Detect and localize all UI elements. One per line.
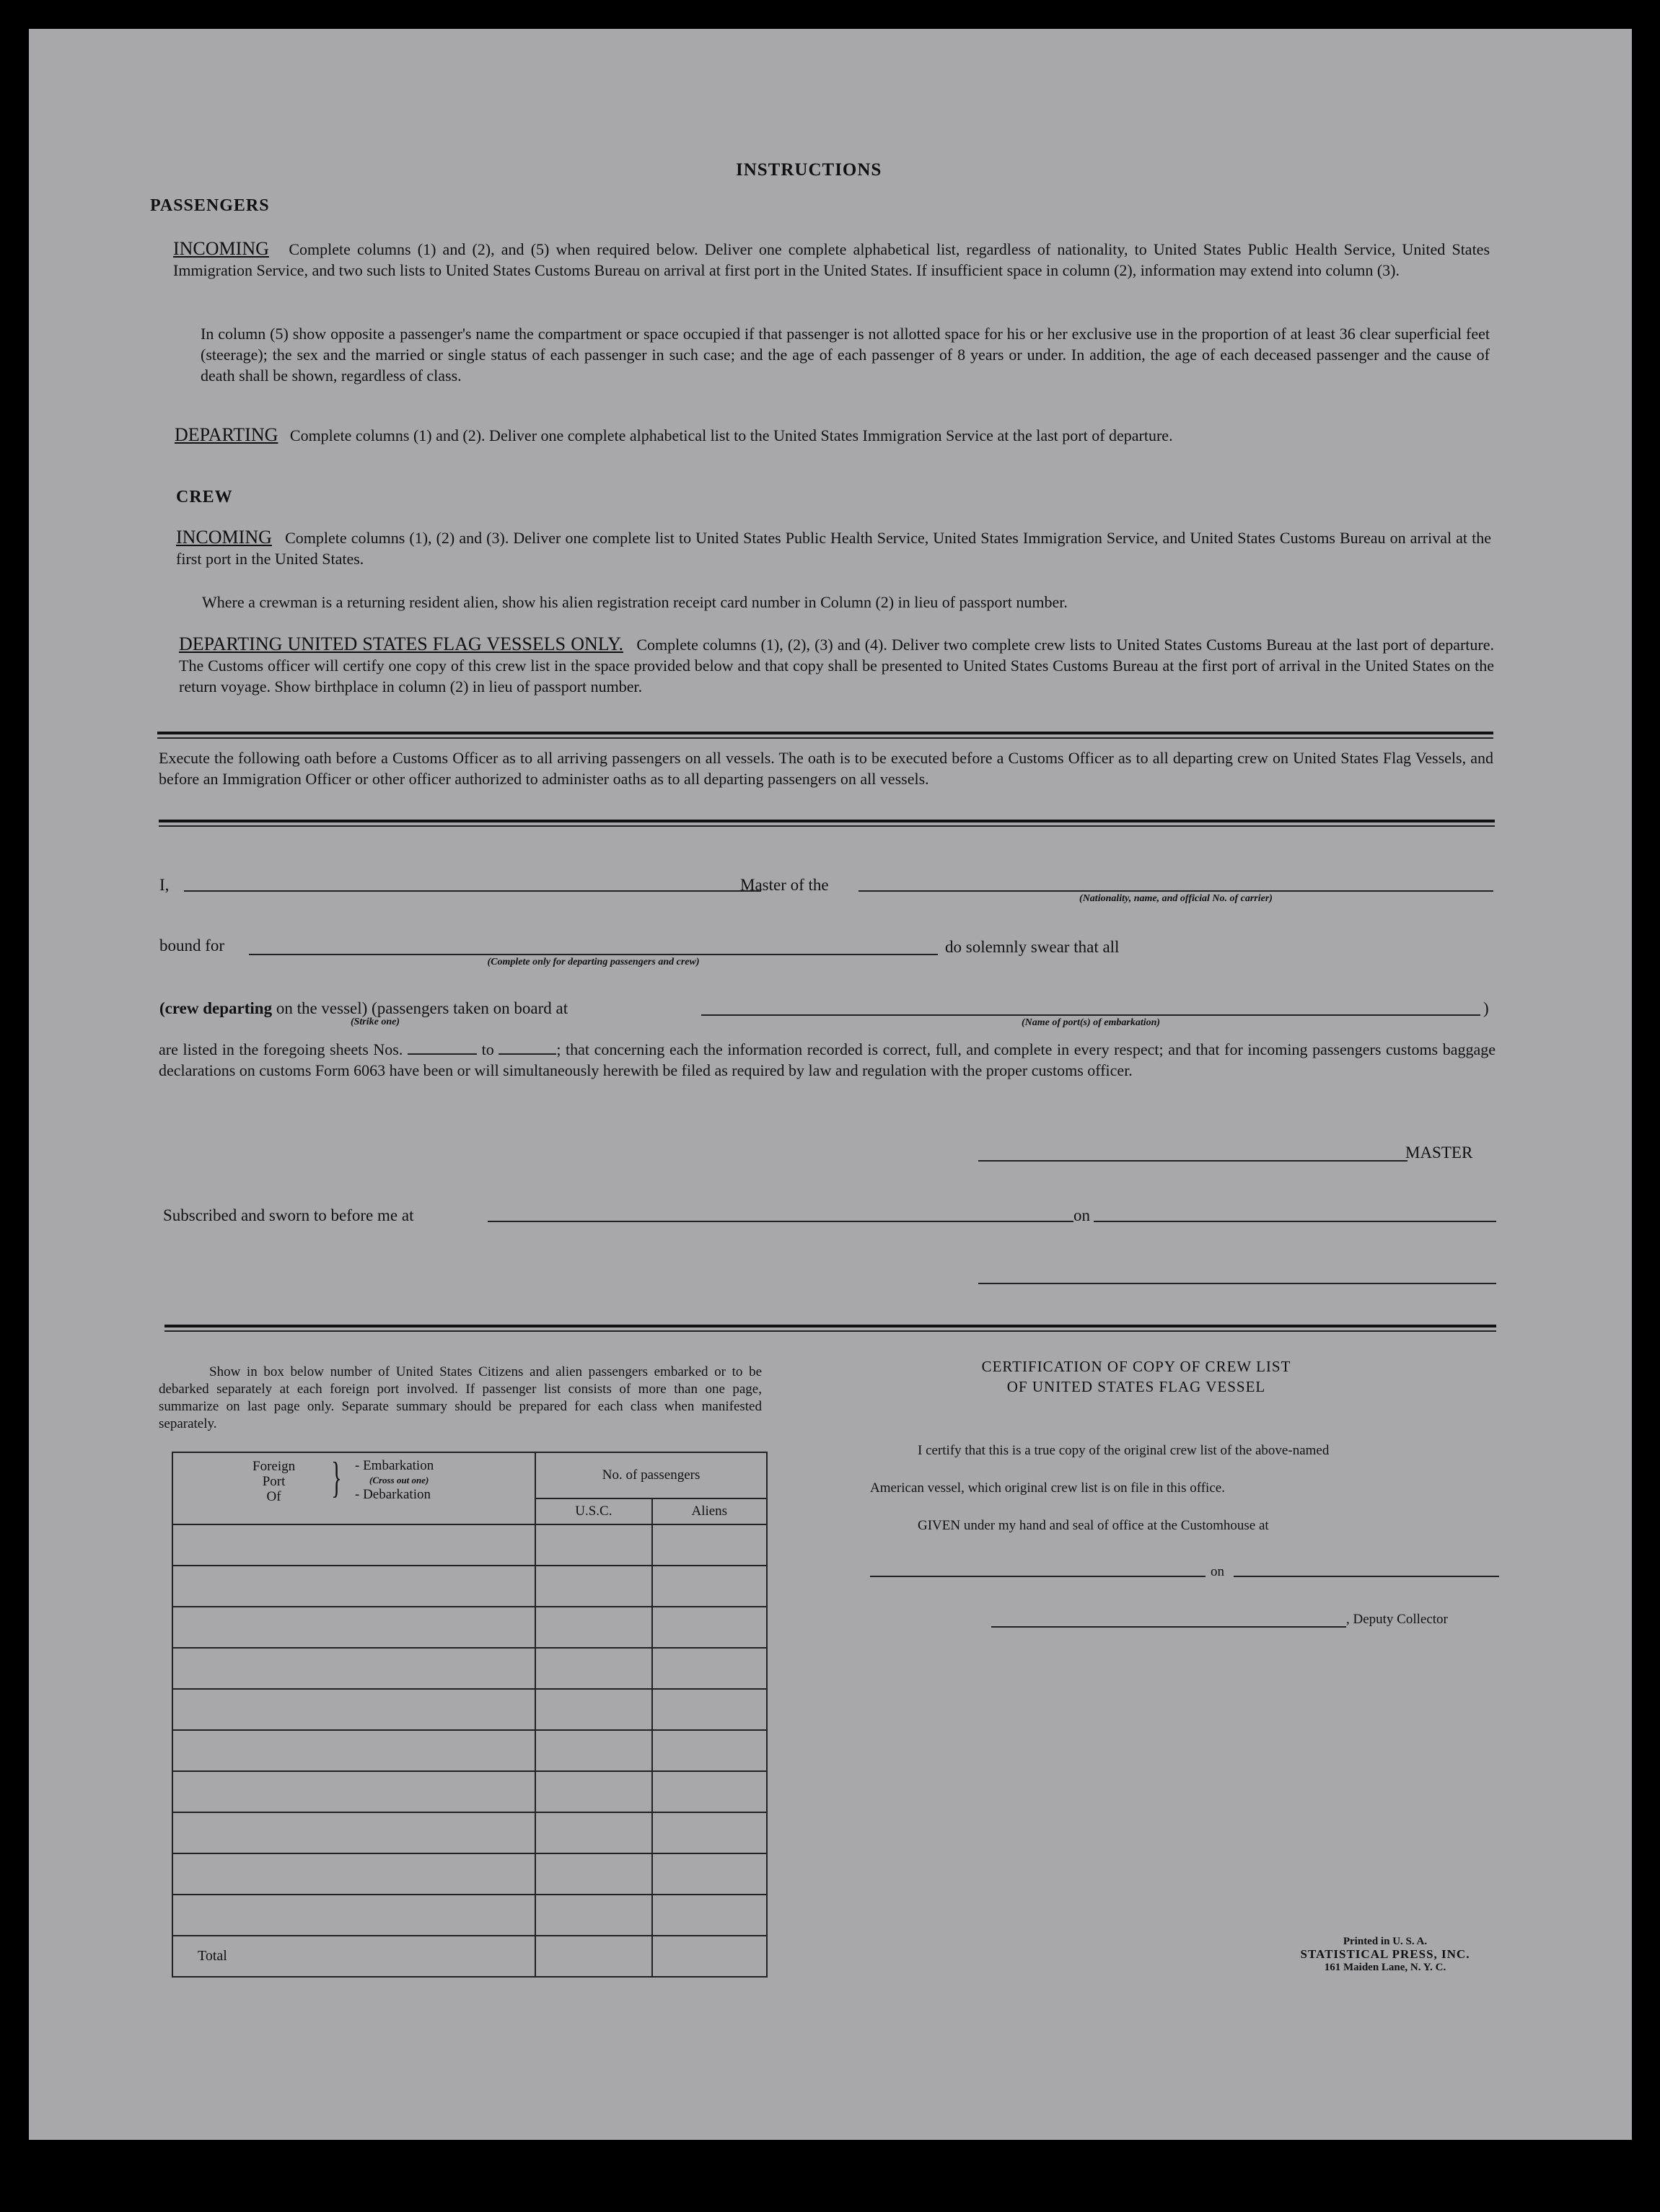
section-divider xyxy=(157,737,1493,739)
oath-intro: Execute the following oath before a Customs Officer as to all arriving passengers on all vessels. The oath is to be executed before a Customs Officer as to all departing crew on United States Flag Vessels, and before an Immigration Officer or other officer authorized to administer oaths as to all departing passengers on all vessels. xyxy=(159,749,1493,788)
ports-of-embarkation-field[interactable] xyxy=(701,1014,1480,1016)
certification-date-field[interactable] xyxy=(1234,1576,1499,1577)
certification-on-label: on xyxy=(1211,1564,1224,1579)
crew-departing-option[interactable]: (crew departing xyxy=(159,999,273,1017)
ports-caption: (Name of port(s) of embarkation) xyxy=(1021,1017,1161,1028)
master-name-field[interactable] xyxy=(184,890,761,892)
carrier-field[interactable] xyxy=(858,890,1493,892)
bound-for-field[interactable] xyxy=(249,954,938,955)
master-label: MASTER xyxy=(1405,1144,1473,1162)
aliens-header: Aliens xyxy=(652,1498,767,1524)
table-row xyxy=(172,1524,767,1566)
swear-text: do solemnly swear that all xyxy=(945,938,1120,956)
sheet-to-field[interactable] xyxy=(499,1040,556,1055)
column5-paragraph: In column (5) show opposite a passenger's name the compartment or space occupied if that passenger is not allotted space for his or her exclusive use in the proportion of at least 36 clear superficial feet (steerage); the sex and the married or single status of each passenger in such case; and the age of each passenger of 8 years or under. In addition, the age of each deceased passenger and the cause of death shall be shown, regardless of class. xyxy=(201,325,1490,385)
officer-signature-field[interactable] xyxy=(978,1283,1496,1284)
no-of-passengers-header: No. of passengers xyxy=(535,1452,767,1498)
certification-line1: I certify that this is a true copy of the original crew list of the above-named xyxy=(918,1443,1330,1458)
sworn-date-field[interactable] xyxy=(1094,1221,1496,1222)
resident-alien-paragraph: Where a crewman is a returning resident alien, show his alien registration receipt card number in Column (2) in lieu of passport number. xyxy=(202,593,1068,611)
table-row xyxy=(172,1730,767,1771)
master-of-the-label: Master of the xyxy=(740,876,829,894)
customhouse-field[interactable] xyxy=(870,1576,1206,1577)
form-page xyxy=(29,29,1632,2140)
section-divider xyxy=(164,1330,1496,1332)
brace-icon: } xyxy=(331,1454,342,1501)
certification-title-line1: CERTIFICATION OF COPY OF CREW LIST xyxy=(981,1358,1291,1375)
embarkation-option[interactable]: - Embarkation xyxy=(355,1458,434,1473)
table-row xyxy=(172,1648,767,1689)
table-row xyxy=(172,1812,767,1853)
crew-incoming-label: INCOMING xyxy=(176,527,272,548)
debarkation-option[interactable]: - Debarkation xyxy=(355,1487,431,1502)
printer-imprint xyxy=(1277,1935,1493,1974)
strike-one-caption: (Strike one) xyxy=(350,1017,400,1027)
to-label: to xyxy=(481,1040,494,1058)
listed-text-a: are listed in the foregoing sheets Nos. xyxy=(159,1040,403,1058)
close-paren: ) xyxy=(1483,999,1489,1017)
foreign-port-header xyxy=(172,1452,535,1524)
foreign-port-of-label: Foreign Port Of xyxy=(252,1459,296,1504)
table-row xyxy=(172,1566,767,1607)
sworn-at-field[interactable] xyxy=(488,1221,1073,1222)
table-row xyxy=(172,1853,767,1895)
certification-title-line2: OF UNITED STATES FLAG VESSEL xyxy=(1006,1378,1266,1395)
section-divider xyxy=(164,1325,1496,1327)
printer-line2: STATISTICAL PRESS, INC. xyxy=(1300,1947,1470,1961)
instructions-title: INSTRUCTIONS xyxy=(736,160,882,180)
passengers-heading: PASSENGERS xyxy=(150,196,270,215)
listed-paragraph xyxy=(159,1039,1496,1081)
crew-departing-flag-paragraph xyxy=(179,633,1494,697)
crew-passengers-line xyxy=(159,999,568,1018)
oath-i-label: I, xyxy=(159,876,170,894)
crew-heading: CREW xyxy=(176,488,233,506)
carrier-caption: (Nationality, name, and official No. of carrier) xyxy=(1079,893,1273,904)
table-row xyxy=(172,1689,767,1730)
sheet-from-field[interactable] xyxy=(408,1040,477,1055)
printer-line1: Printed in U. S. A. xyxy=(1343,1936,1428,1947)
total-label: Total xyxy=(172,1936,535,1977)
on-the-vessel-text: on the vessel) xyxy=(276,999,368,1017)
bound-for-caption: (Complete only for departing passengers and crew) xyxy=(487,957,700,967)
bound-for-label: bound for xyxy=(159,936,225,954)
crew-incoming-text: Complete columns (1), (2) and (3). Deliver one complete list to United States Public Health Service, United States Immigration Service, and United States Customs Bureau on arrival at the first port in the United States. xyxy=(176,529,1491,568)
passengers-taken-option[interactable]: (passengers taken on board at xyxy=(372,999,568,1017)
passengers-incoming-paragraph xyxy=(173,238,1490,281)
passengers-incoming-text: Complete columns (1) and (2), and (5) when required below. Deliver one complete alphabetical list, regardless of nationality, to United States Public Health Service, United States Immigration Service, and two such lists to United States Customs Bureau on arrival at first port in the United States. If insufficient space in column (2), information may extend into column (3). xyxy=(173,240,1490,279)
crew-departing-flag-label: DEPARTING UNITED STATES FLAG VESSELS ONLY. xyxy=(179,633,623,654)
total-usc-cell[interactable] xyxy=(535,1936,651,1977)
section-divider xyxy=(157,732,1493,734)
on-label: on xyxy=(1073,1206,1090,1224)
deputy-signature-field[interactable] xyxy=(991,1626,1346,1628)
section-divider xyxy=(159,825,1495,827)
total-row xyxy=(172,1936,767,1977)
passengers-departing-label: DEPARTING xyxy=(175,424,278,445)
summary-table xyxy=(172,1452,768,1978)
listed-text-b: ; that concerning each the information recorded is correct, full, and complete in every respect; and that for incoming passengers customs baggage declarations on customs Form 6063 have been or will simultaneously herewith be filed as required by law and regulation with the proper customs officer. xyxy=(159,1040,1496,1079)
certification-line3: GIVEN under my hand and seal of office at the Customhouse at xyxy=(918,1518,1269,1533)
table-row xyxy=(172,1895,767,1936)
section-divider xyxy=(159,820,1495,822)
subscribed-label: Subscribed and sworn to before me at xyxy=(163,1206,414,1224)
passengers-departing-paragraph xyxy=(175,424,1490,446)
passengers-incoming-label: INCOMING xyxy=(173,238,269,259)
table-row xyxy=(172,1771,767,1812)
summary-instructions: Show in box below number of United States Citizens and alien passengers embarked or to be debarked separately at each foreign port involved. If passenger list consists of more than one page, summarize on last page only. Separate summary should be prepared for each class when manifested separately. xyxy=(159,1364,762,1431)
table-row xyxy=(172,1607,767,1648)
certification-line2: American vessel, which original crew list is on file in this office. xyxy=(870,1480,1225,1496)
total-aliens-cell[interactable] xyxy=(652,1936,767,1977)
printer-line3: 161 Maiden Lane, N. Y. C. xyxy=(1324,1962,1446,1973)
crew-departing-flag-text: Complete columns (1), (2), (3) and (4). Deliver two complete crew lists to United States Customs Bureau at the last port of departure. The Customs officer will certify one copy of this crew list in the space provided below and that copy shall be presented to United States Customs Bureau at the first port of arrival in the United States on the return voyage. Show birthplace in column (2) in lieu of passport number. xyxy=(179,636,1494,695)
cross-out-caption: (Cross out one) xyxy=(369,1475,429,1485)
passengers-departing-text: Complete columns (1) and (2). Deliver one complete alphabetical list to the United States Immigration Service at the last port of departure. xyxy=(289,426,1173,444)
deputy-collector-label: , Deputy Collector xyxy=(1346,1612,1448,1627)
master-signature-field[interactable] xyxy=(978,1160,1408,1162)
usc-header: U.S.C. xyxy=(535,1498,651,1524)
crew-incoming-paragraph xyxy=(176,527,1491,569)
